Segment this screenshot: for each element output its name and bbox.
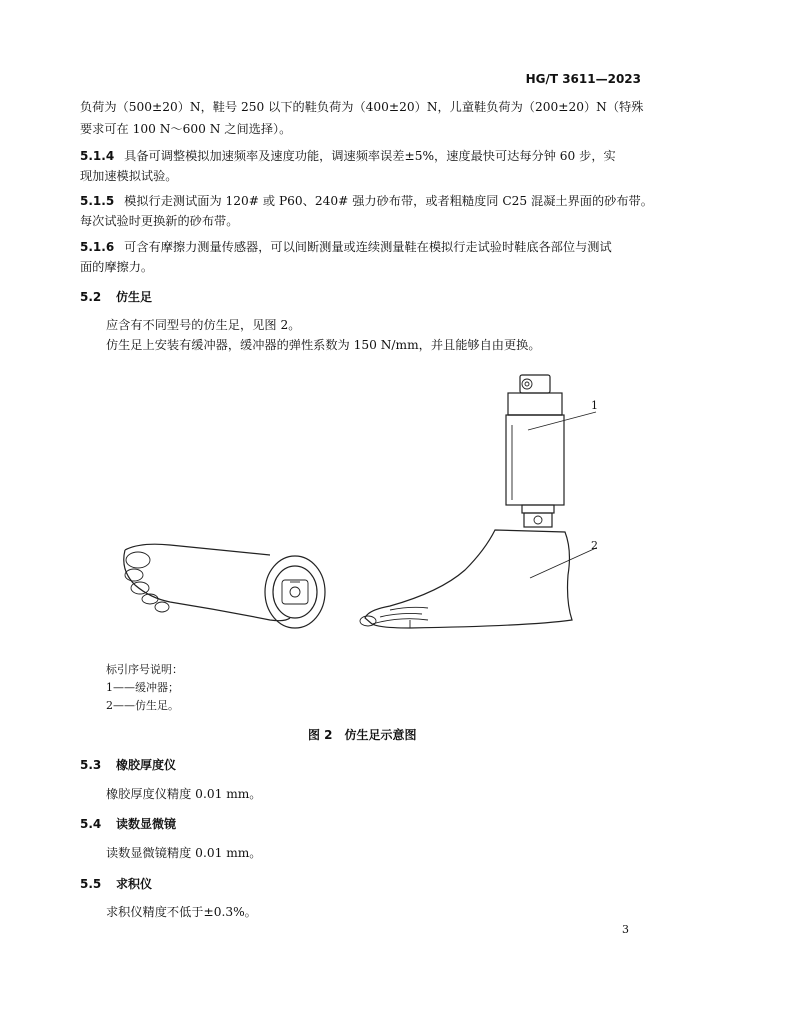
buffer-cylinder bbox=[506, 375, 564, 527]
section-5-2-line-1: 应含有不同型号的仿生足，见图 2。 bbox=[106, 318, 301, 332]
section-title: 读数显微镜 bbox=[116, 817, 177, 831]
clause-number: 5.1.6 bbox=[80, 240, 115, 254]
section-title: 求积仪 bbox=[116, 877, 153, 891]
legend-item-1: 1——缓冲器； bbox=[106, 681, 179, 694]
figure-label-1: 1 bbox=[591, 399, 598, 412]
legend-item-2: 2——仿生足。 bbox=[106, 699, 179, 712]
section-title: 仿生足 bbox=[116, 290, 153, 304]
clause-5-1-5 bbox=[80, 192, 653, 210]
figure-label-2: 2 bbox=[591, 539, 598, 552]
section-5-4-heading bbox=[80, 815, 176, 832]
legend-title: 标引序号说明： bbox=[106, 663, 183, 676]
section-5-2-heading bbox=[80, 288, 152, 305]
clause-text: 可含有摩擦力测量传感器，可以间断测量或连续测量鞋在模拟行走试验时鞋底各部位与测试 bbox=[124, 240, 612, 254]
leader-line-2 bbox=[530, 548, 596, 578]
section-5-4-text: 读数显微镜精度 0.01 mm。 bbox=[106, 846, 262, 860]
section-number: 5.4 bbox=[80, 817, 102, 831]
section-5-3-text: 橡胶厚度仪精度 0.01 mm。 bbox=[106, 787, 262, 801]
section-number: 5.2 bbox=[80, 290, 102, 304]
clause-5-1-6 bbox=[80, 238, 612, 256]
foot-top-view bbox=[124, 544, 325, 628]
clause-number: 5.1.5 bbox=[80, 194, 115, 208]
clause-5-1-4 bbox=[80, 147, 616, 165]
section-number: 5.5 bbox=[80, 877, 102, 891]
section-5-5-heading bbox=[80, 875, 152, 892]
foot-side-view bbox=[360, 530, 572, 628]
section-5-2-line-2: 仿生足上安装有缓冲器，缓冲器的弹性系数为 150 N/mm，并且能够自由更换。 bbox=[106, 338, 541, 352]
figure-caption: 图 2 仿生足示意图 bbox=[308, 728, 417, 742]
clause-5-1-4-line-2: 现加速模拟试验。 bbox=[80, 169, 178, 183]
clause-text: 模拟行走测试面为 120# 或 P60、240# 强力砂布带，或者粗糙度同 C25 混凝土界面的砂布带。 bbox=[124, 194, 653, 208]
clause-number: 5.1.4 bbox=[80, 149, 115, 163]
section-title: 橡胶厚度仪 bbox=[116, 758, 177, 772]
section-5-5-text: 求积仪精度不低于±0.3%。 bbox=[106, 905, 257, 919]
page-number: 3 bbox=[622, 923, 629, 936]
clause-text: 具备可调整模拟加速频率及速度功能，调速频率误差±5%，速度最快可达每分钟 60 步，实 bbox=[124, 149, 616, 163]
clause-5-1-6-line-2: 面的摩擦力。 bbox=[80, 260, 154, 274]
section-number: 5.3 bbox=[80, 758, 102, 772]
load-text-line-1: 负荷为（500±20）N，鞋号 250 以下的鞋负荷为（400±20）N，儿童鞋负荷为（200±20）N（特殊 bbox=[80, 100, 644, 114]
bionic-foot-figure bbox=[110, 370, 630, 640]
section-5-3-heading bbox=[80, 756, 176, 773]
load-text-line-2: 要求可在 100 N～600 N 之间选择）。 bbox=[80, 122, 292, 136]
standard-code: HG/T 3611—2023 bbox=[525, 72, 641, 86]
clause-5-1-5-line-2: 每次试验时更换新的砂布带。 bbox=[80, 214, 239, 228]
